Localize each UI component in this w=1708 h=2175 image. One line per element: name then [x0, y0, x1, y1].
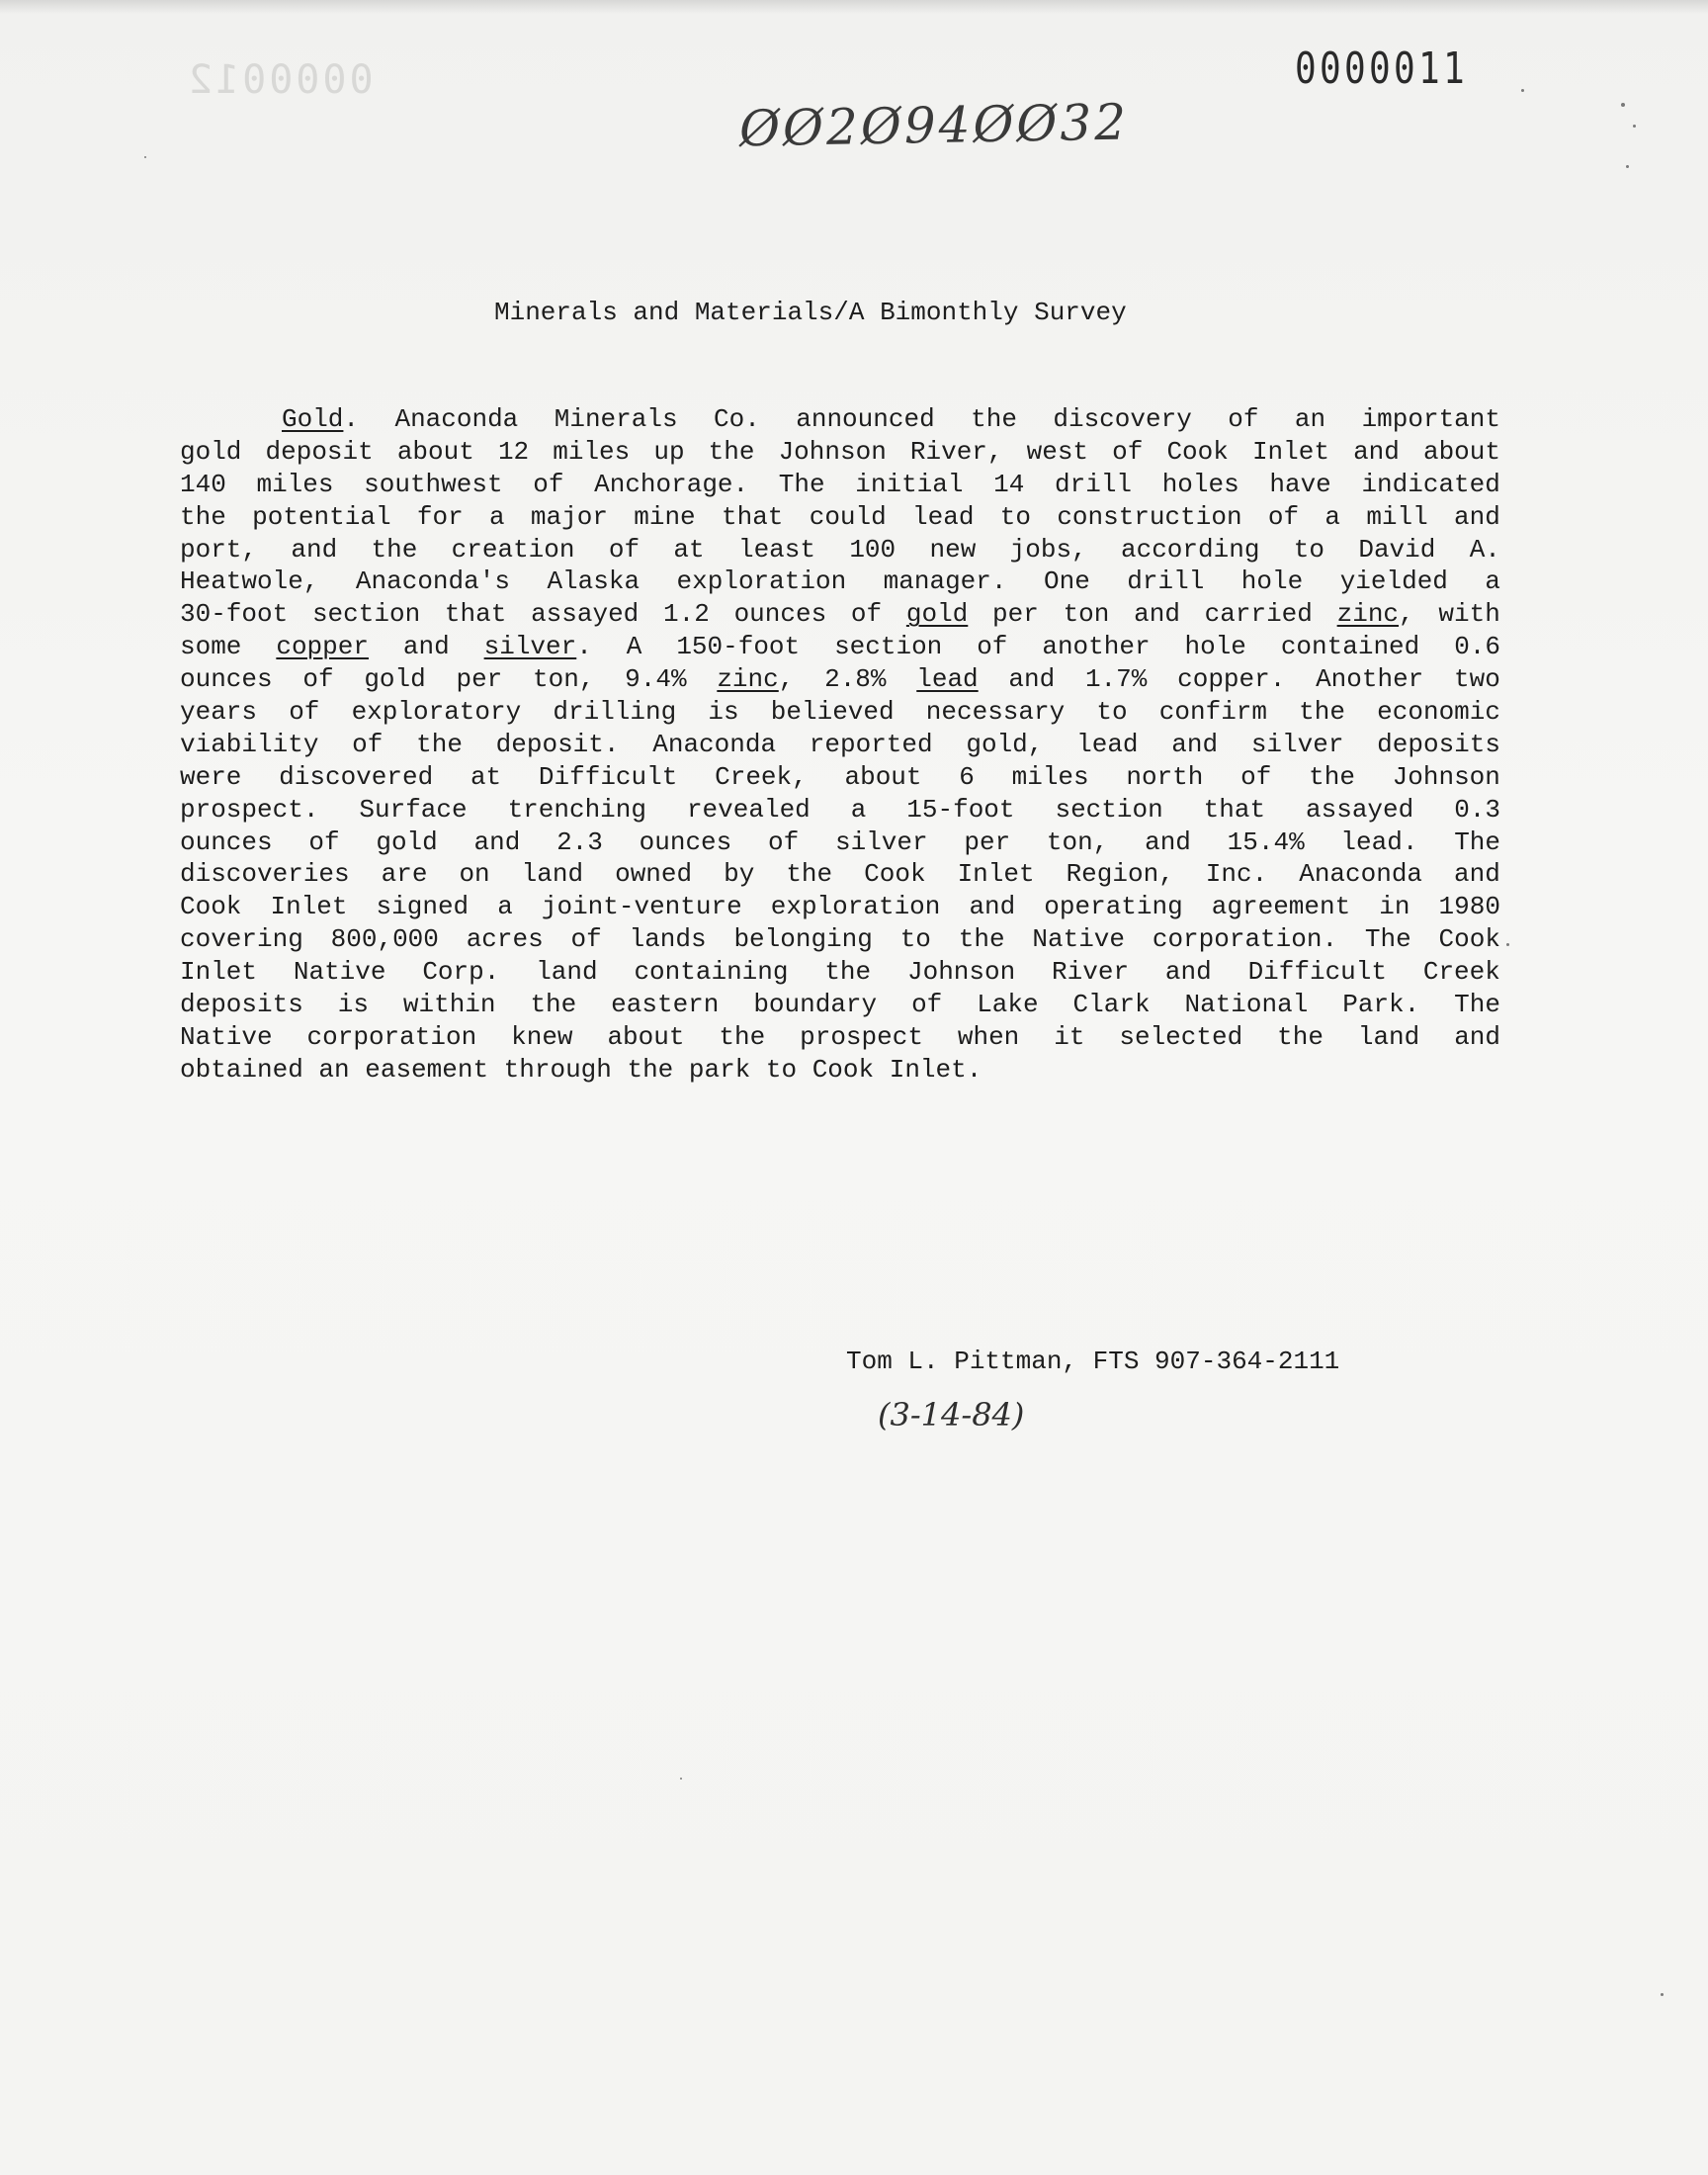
word: drill — [1127, 566, 1205, 597]
word: Minerals — [554, 404, 678, 434]
word: Anaconda — [1299, 859, 1423, 890]
word: manager. — [883, 566, 1007, 597]
word: ton, — [533, 664, 595, 695]
word: are — [381, 859, 428, 890]
paragraph-line — [180, 956, 1500, 989]
word: some — [180, 632, 242, 662]
word: River — [1052, 957, 1130, 988]
word: west — [1026, 436, 1089, 467]
word: to — [1096, 697, 1128, 728]
word: to — [999, 501, 1031, 532]
word: gold, — [966, 729, 1044, 759]
word: were — [180, 761, 242, 792]
word: gold — [180, 436, 242, 467]
scan-shadow — [0, 0, 1708, 14]
paragraph-line — [180, 858, 1500, 891]
word: zinc, — [1336, 599, 1414, 630]
word: discoveries — [180, 859, 350, 890]
word: Anchorage. — [594, 469, 749, 499]
paragraph-line — [180, 403, 1500, 436]
word: Gold. — [282, 404, 360, 434]
word: Inlet. — [889, 1054, 982, 1085]
word: belonging — [733, 924, 873, 955]
word: One — [1043, 566, 1090, 597]
word: about — [396, 436, 474, 467]
word: Region, — [1066, 859, 1174, 890]
word: the — [958, 924, 1005, 955]
word: agreement — [1211, 892, 1351, 922]
word: corporation. — [1152, 924, 1338, 955]
word: the — [371, 534, 418, 565]
word: deposit — [265, 436, 374, 467]
word: Cook — [811, 1054, 875, 1085]
word: of — [289, 697, 320, 728]
word: about — [607, 1021, 685, 1052]
word: viability — [180, 729, 319, 759]
word: silver — [1250, 729, 1344, 759]
word: 30-foot — [180, 599, 289, 630]
word: Inlet — [957, 859, 1035, 890]
word: Native — [293, 957, 386, 988]
paragraph-line — [180, 534, 1500, 566]
word: yielded — [1339, 566, 1448, 597]
word: Surface — [359, 794, 468, 825]
word: The — [1454, 826, 1500, 857]
word: lead — [912, 501, 975, 532]
word: Johnson — [906, 957, 1016, 988]
word: the — [530, 990, 577, 1020]
word: The — [1364, 924, 1411, 955]
underlined-word: silver — [483, 632, 577, 662]
underlined-word: copper — [276, 632, 369, 662]
word: lead. — [1340, 826, 1418, 857]
word: the — [416, 729, 463, 759]
word: signed — [376, 892, 470, 922]
word: Corp. — [422, 957, 500, 988]
word: major — [530, 501, 608, 532]
word: about — [1422, 436, 1500, 467]
paragraph-line — [180, 631, 1500, 663]
word: 0.6 — [1454, 632, 1500, 662]
word: miles — [553, 436, 631, 467]
word: Anaconda — [394, 404, 519, 434]
underlined-word: gold — [905, 599, 969, 630]
word: prospect — [800, 1021, 923, 1052]
underlined-word: Gold — [282, 404, 344, 434]
word: and — [473, 826, 521, 857]
word: least — [737, 534, 815, 565]
word: deposits — [1377, 729, 1500, 759]
word: the — [719, 1021, 766, 1052]
word: and — [291, 534, 338, 565]
word: the — [1299, 697, 1345, 728]
word: it — [1054, 1021, 1085, 1052]
word: a — [489, 501, 505, 532]
word: of — [768, 826, 800, 857]
word: a — [1324, 501, 1340, 532]
word: indicated — [1361, 469, 1500, 499]
word: and — [1145, 826, 1191, 857]
word: per — [992, 599, 1039, 630]
word: of — [850, 599, 883, 630]
word: Creek — [1422, 957, 1500, 988]
word: an — [318, 1054, 350, 1085]
word: two — [1454, 664, 1500, 695]
word: through — [503, 1054, 612, 1085]
word: 2.3 — [556, 826, 603, 857]
paragraph-line — [180, 729, 1500, 761]
page-number-stamp: 0000011 — [1295, 44, 1469, 94]
word: is — [337, 990, 369, 1020]
word: David — [1358, 534, 1436, 565]
article-paragraph — [180, 403, 1500, 1087]
word: 1980 — [1438, 892, 1500, 922]
word: that — [721, 501, 784, 532]
word: 15-foot — [906, 794, 1015, 825]
paragraph-line — [180, 436, 1500, 469]
word: hole — [1240, 566, 1304, 597]
word: 0.3 — [1454, 794, 1500, 825]
word: corporation — [306, 1021, 477, 1052]
word: Alaska — [547, 566, 640, 597]
word: the — [627, 1054, 674, 1085]
bleed-through-stamp: 0000012 — [186, 57, 374, 103]
word: 800,000 — [330, 924, 439, 955]
word: years — [180, 697, 258, 728]
word: important — [1361, 404, 1500, 434]
word: at — [470, 761, 502, 792]
word: reported — [809, 729, 933, 759]
word: silver. — [483, 632, 592, 662]
word — [916, 663, 978, 696]
word: 15.4% — [1227, 826, 1305, 857]
paragraph-line — [180, 923, 1500, 956]
word: The — [778, 469, 825, 499]
word: gold — [364, 664, 426, 695]
word: ounces — [639, 826, 732, 857]
word: southwest — [364, 469, 503, 499]
word: per — [456, 664, 503, 695]
word: 9.4% — [625, 664, 687, 695]
word: necessary — [925, 697, 1066, 728]
word: revealed — [686, 794, 811, 825]
paragraph-line — [180, 1021, 1500, 1054]
word: and — [1008, 664, 1056, 695]
word: land — [536, 957, 598, 988]
word: easement — [365, 1054, 489, 1085]
word: deposit. — [495, 729, 620, 759]
word: initial — [855, 469, 964, 499]
word: of — [352, 729, 384, 759]
paragraph-line — [180, 826, 1500, 859]
word: of — [1228, 404, 1259, 434]
word: eastern — [611, 990, 720, 1020]
word: hole — [1184, 632, 1246, 662]
word: the — [180, 501, 226, 532]
word: of — [302, 664, 334, 695]
word: of — [533, 469, 564, 499]
word: port, — [180, 534, 258, 565]
word: the — [786, 859, 833, 890]
word: copper. — [1177, 664, 1286, 695]
word: Creek, — [715, 761, 808, 792]
word: Anaconda — [652, 729, 777, 759]
word: 1.2 — [663, 599, 710, 630]
underlined-word: zinc — [1336, 599, 1400, 630]
word: of — [1267, 501, 1300, 532]
word: of — [1112, 436, 1144, 467]
word: is — [708, 697, 739, 728]
author-signature-line: Tom L. Pittman, FTS 907-364-2111 — [846, 1347, 1340, 1376]
word: deposits — [180, 990, 303, 1020]
word: according — [1121, 534, 1260, 565]
document-title: Minerals and Materials/A Bimonthly Survey — [494, 298, 1127, 327]
word: assayed — [531, 599, 640, 630]
word: and — [1454, 1021, 1500, 1052]
word: jobs, — [1009, 534, 1087, 565]
word — [276, 631, 369, 663]
scan-speck — [1661, 1993, 1664, 1996]
word — [906, 598, 968, 631]
word: holes — [1161, 469, 1239, 499]
word: could — [809, 501, 887, 532]
underlined-word: lead — [916, 664, 979, 695]
word: Cook — [1166, 436, 1229, 467]
word: Lake — [977, 990, 1039, 1020]
scan-speck — [144, 156, 146, 158]
word: and — [1353, 436, 1400, 467]
word: Cook — [1438, 924, 1500, 955]
word: section — [1055, 794, 1163, 825]
word: Co. — [714, 404, 760, 434]
word: assayed — [1306, 794, 1414, 825]
word: Native — [180, 1021, 273, 1052]
word: of — [608, 534, 640, 565]
word: National — [1184, 990, 1309, 1020]
word: Heatwole, — [180, 566, 319, 597]
word: joint-venture — [541, 892, 742, 922]
word: Inlet — [180, 957, 258, 988]
word: Inlet — [1251, 436, 1329, 467]
word: Inc. — [1205, 859, 1268, 890]
word: up — [653, 436, 685, 467]
word: 1.7% — [1084, 664, 1148, 695]
word: that — [444, 599, 507, 630]
word: discovery — [1053, 404, 1192, 434]
word: selected — [1119, 1021, 1243, 1052]
word: that — [1203, 794, 1266, 825]
word: miles — [256, 469, 334, 499]
word: The — [1454, 990, 1500, 1020]
word: at — [673, 534, 705, 565]
word: of — [977, 632, 1008, 662]
word: boundary — [753, 990, 878, 1020]
word: Anaconda's — [355, 566, 510, 597]
word: section — [834, 632, 943, 662]
scan-speck — [1633, 125, 1636, 128]
word: exploratory — [351, 697, 522, 728]
word: covering — [180, 924, 303, 955]
word: in — [1379, 892, 1410, 922]
word: acres — [466, 924, 544, 955]
word: an — [1294, 404, 1326, 434]
word: of — [308, 826, 340, 857]
word: a — [1485, 566, 1500, 597]
word: north — [1126, 761, 1204, 792]
word: Native — [1032, 924, 1126, 955]
paragraph-line — [180, 1054, 1500, 1087]
word: and — [1134, 599, 1180, 630]
word: 150-foot — [676, 632, 801, 662]
word: contained — [1280, 632, 1420, 662]
word: lead — [1076, 729, 1139, 759]
word: economic — [1377, 697, 1500, 728]
word: prospect. — [180, 794, 319, 825]
word: within — [402, 990, 496, 1020]
word: ounces — [733, 599, 827, 630]
word: A — [626, 632, 642, 662]
word: Difficult — [1247, 957, 1387, 988]
word: the — [971, 404, 1017, 434]
paragraph-line — [180, 891, 1500, 923]
word: the — [1277, 1021, 1324, 1052]
word: have — [1269, 469, 1331, 499]
paragraph-line — [180, 566, 1500, 598]
word: zinc, — [717, 664, 795, 695]
word: drilling — [553, 697, 677, 728]
word: ounces — [180, 664, 273, 695]
scan-speck — [1521, 89, 1524, 92]
word: trenching — [507, 794, 646, 825]
paragraph-line — [180, 761, 1500, 794]
word: to — [899, 924, 931, 955]
word: miles — [1011, 761, 1089, 792]
word: land — [1357, 1021, 1420, 1052]
paragraph-line — [180, 469, 1500, 501]
word: for — [416, 501, 464, 532]
word: park — [688, 1054, 751, 1085]
word: Cook — [864, 859, 926, 890]
word: and — [1171, 729, 1219, 759]
word: Johnson — [778, 436, 887, 467]
word: River, — [909, 436, 1003, 467]
word: section — [311, 599, 421, 630]
word: exploration — [770, 892, 941, 922]
word: of — [1240, 761, 1272, 792]
word: of — [911, 990, 943, 1020]
word: gold — [376, 826, 438, 857]
word: Inlet — [270, 892, 348, 922]
word: and — [1454, 501, 1500, 532]
paragraph-line — [180, 598, 1500, 631]
word: 12 — [497, 436, 530, 467]
word: ton — [1063, 599, 1110, 630]
word: and — [969, 892, 1016, 922]
paragraph-line — [180, 696, 1500, 729]
scan-speck — [1506, 943, 1509, 946]
word: 2.8% — [824, 664, 887, 695]
word: about — [844, 761, 922, 792]
word: obtained — [180, 1054, 303, 1085]
scan-speck — [1621, 103, 1625, 107]
paragraph-line — [180, 663, 1500, 696]
word: Clark — [1072, 990, 1151, 1020]
underlined-word: zinc — [717, 664, 779, 695]
word: containing — [634, 957, 789, 988]
word: announced — [796, 404, 935, 434]
word: on — [459, 859, 490, 890]
word: Johnson — [1392, 761, 1500, 792]
word: mill — [1366, 501, 1428, 532]
word: knew — [511, 1021, 573, 1052]
word: the — [1309, 761, 1355, 792]
word: drill — [1055, 469, 1133, 499]
word: and — [1454, 859, 1500, 890]
word: a — [850, 794, 867, 825]
word: another — [1042, 632, 1151, 662]
word: creation — [451, 534, 575, 565]
word: 14 — [993, 469, 1025, 499]
word: exploration — [676, 566, 847, 597]
word: and — [1164, 957, 1212, 988]
word: with — [1438, 599, 1500, 630]
word: the — [708, 436, 755, 467]
word: Another — [1316, 664, 1424, 695]
word: mine — [634, 501, 696, 532]
paragraph-line — [180, 794, 1500, 826]
word: lands — [629, 924, 707, 955]
word: A. — [1469, 534, 1500, 565]
word: new — [929, 534, 977, 565]
word: to — [765, 1054, 798, 1085]
word: Difficult — [538, 761, 678, 792]
scan-speck — [1626, 165, 1629, 168]
handwritten-document-id: ØØ2Ø94ØØ32 — [738, 93, 1130, 158]
word: Park. — [1342, 990, 1420, 1020]
word: the — [824, 957, 872, 988]
word: owned — [615, 859, 693, 890]
word: 140 — [180, 469, 226, 499]
word: 100 — [849, 534, 897, 565]
paragraph-line — [180, 501, 1500, 534]
word: of — [570, 924, 602, 955]
word: Cook — [180, 892, 242, 922]
word: confirm — [1158, 697, 1267, 728]
word: when — [957, 1021, 1020, 1052]
word: operating — [1044, 892, 1183, 922]
word: to — [1293, 534, 1324, 565]
word: per — [964, 826, 1011, 857]
word: silver — [834, 826, 928, 857]
handwritten-date: (3-14-84) — [878, 1396, 1025, 1434]
word: by — [724, 859, 755, 890]
word: ounces — [180, 826, 273, 857]
word: believed — [770, 697, 895, 728]
word: 6 — [959, 761, 975, 792]
word: potential — [252, 501, 391, 532]
word: ton, — [1046, 826, 1109, 857]
word: land — [521, 859, 584, 890]
scan-speck — [680, 1778, 682, 1780]
word: a — [497, 892, 513, 922]
word: discovered — [279, 761, 434, 792]
paragraph-line — [180, 989, 1500, 1021]
word: and — [402, 632, 450, 662]
word: carried — [1204, 599, 1313, 630]
word: construction — [1057, 501, 1242, 532]
